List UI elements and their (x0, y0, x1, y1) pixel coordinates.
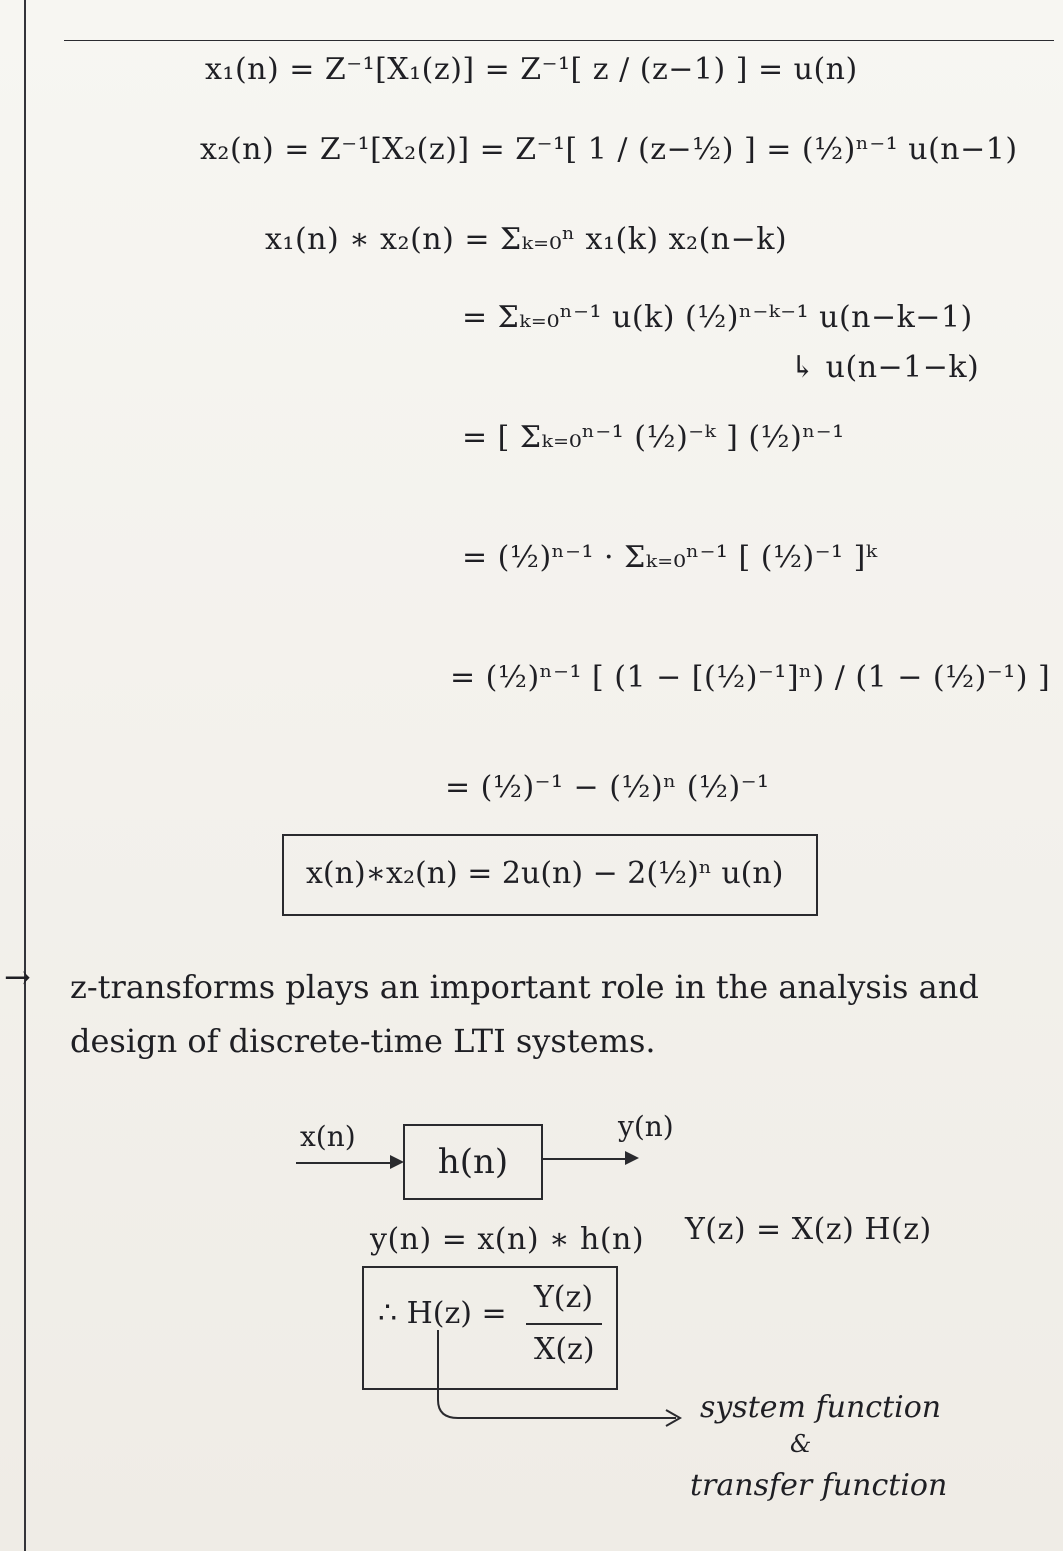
z-domain-relation: Y(z) = X(z) H(z) (685, 1212, 932, 1247)
transfer-denominator: X(z) (534, 1332, 595, 1367)
callout-arrow (430, 1330, 690, 1440)
explanation-paragraph: z-transforms plays an important role in the analysis and design of discrete-time LTI systems. (70, 968, 979, 1060)
transfer-prefix: ∴ H(z) = (378, 1296, 507, 1331)
output-label: y(n) (618, 1110, 674, 1143)
input-label: x(n) (300, 1120, 356, 1153)
eq-line-3: x₁(n) ∗ x₂(n) = Σₖ₌₀ⁿ x₁(k) x₂(n−k) (265, 222, 788, 257)
time-domain-relation: y(n) = x(n) ∗ h(n) (370, 1222, 645, 1257)
eq-line-6: = (½)ⁿ⁻¹ · Σₖ₌₀ⁿ⁻¹ [ (½)⁻¹ ]ᵏ (462, 540, 878, 575)
eq-line-8: = (½)⁻¹ − (½)ⁿ (½)⁻¹ (445, 770, 770, 805)
system-block-label: h(n) (437, 1142, 509, 1182)
result-text: x(n)∗x₂(n) = 2u(n) − 2(½)ⁿ u(n) (306, 856, 784, 891)
margin-line (24, 0, 26, 1551)
eq-line-7: = (½)ⁿ⁻¹ [ (1 − [(½)⁻¹]ⁿ) / (1 − (½)⁻¹) ] (450, 660, 1051, 695)
fraction-bar (526, 1323, 602, 1325)
input-arrowhead (390, 1155, 404, 1169)
eq-line-5: = [ Σₖ₌₀ⁿ⁻¹ (½)⁻ᵏ ] (½)ⁿ⁻¹ (462, 420, 845, 455)
eq-line-4: = Σₖ₌₀ⁿ⁻¹ u(k) (½)ⁿ⁻ᵏ⁻¹ u(n−k−1) (462, 300, 973, 335)
eq-line-4-note: ↳ u(n−1−k) (790, 350, 980, 385)
output-wire (541, 1158, 627, 1160)
callout-line-2: & (790, 1430, 812, 1458)
output-arrowhead (625, 1151, 639, 1165)
input-wire (296, 1162, 392, 1164)
transfer-numerator: Y(z) (534, 1280, 594, 1315)
result-box (282, 834, 818, 916)
bullet-arrow: → (4, 958, 31, 996)
system-block (403, 1124, 543, 1200)
eq-line-1: x₁(n) = Z⁻¹[X₁(z)] = Z⁻¹[ z / (z−1) ] = u(n) (205, 52, 858, 87)
eq-line-2: x₂(n) = Z⁻¹[X₂(z)] = Z⁻¹[ 1 / (z−½) ] = (½)ⁿ⁻¹ u(n−1) (200, 132, 1018, 167)
callout-line-3: transfer function (690, 1468, 948, 1503)
top-rule (64, 40, 1054, 41)
callout-line-1: system function (700, 1390, 942, 1425)
